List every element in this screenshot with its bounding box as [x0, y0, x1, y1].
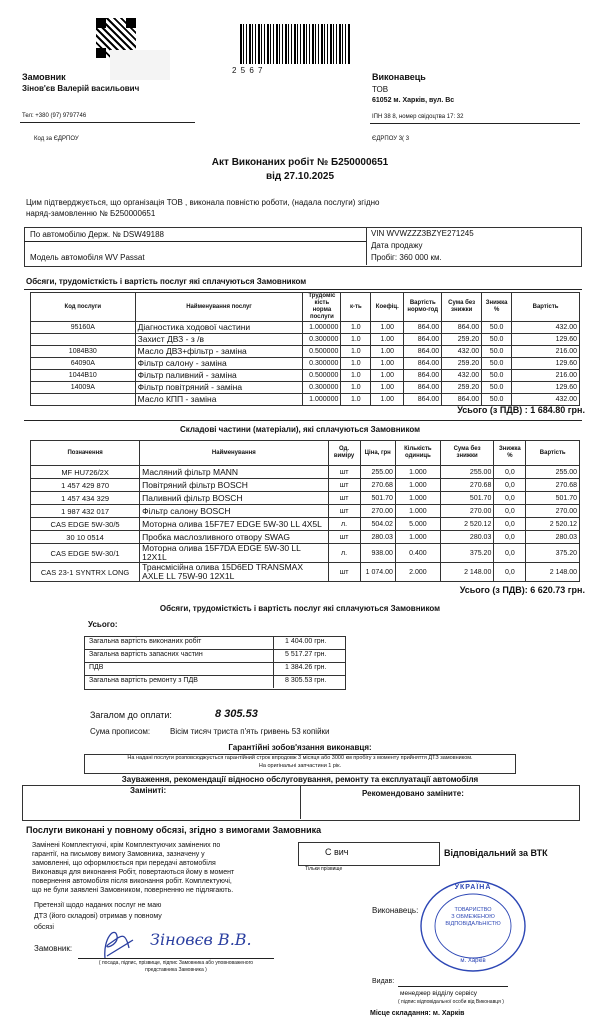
service-cell-disc: 50.0: [482, 322, 512, 334]
contractor-ipn: ІПН 38 8, номер свідоцтва 17: 32: [372, 114, 464, 120]
part-cell-sum: 270.68: [440, 479, 494, 492]
part-row: [31, 505, 580, 518]
customer-phone: Тел: +380 (97) 9797746: [22, 113, 87, 119]
summary-row-2-label: ПДВ: [89, 664, 104, 671]
service-cell-code: [31, 334, 136, 346]
service-cell-coef: 1.00: [371, 346, 404, 358]
service-cell-coef: 1.00: [371, 382, 404, 394]
svc-col-total: Вартість: [512, 293, 580, 322]
part-cell-code: 1 987 432 017: [31, 505, 140, 518]
contractor-name: ТОВ: [372, 85, 389, 94]
part-cell-qty: 0.400: [395, 544, 440, 563]
svc-col-norm: Трудоміс кість норма послуги: [303, 293, 341, 322]
part-cell-sum: 270.00: [440, 505, 494, 518]
part-cell-code: 1 457 429 870: [31, 479, 140, 492]
stamp-bottom: м. Харків: [460, 958, 486, 964]
svc-col-price: Вартість нормо-год: [404, 293, 442, 322]
service-cell-qty: 1.0: [341, 358, 371, 370]
part-cell-disc: 0,0: [494, 531, 526, 544]
part-cell-qty: 1.000: [395, 505, 440, 518]
part-cell-price: 280.03: [360, 531, 395, 544]
service-cell-code: 1044B10: [31, 370, 136, 382]
service-cell-price: 864.00: [404, 346, 442, 358]
vtk-label: Відповідальний за ВТК: [444, 848, 548, 858]
summary-row-3-label: Загальна вартість ремонту з ПДВ: [89, 677, 198, 684]
service-cell-qty: 1.0: [341, 334, 371, 346]
service-cell-disc: 50.0: [482, 334, 512, 346]
parts-total: Усього (з ПДВ): 6 620.73 грн.: [459, 585, 585, 595]
service-cell-norm: 1.000000: [303, 394, 341, 406]
contractor-sign-label: Виконавець:: [372, 906, 419, 915]
service-cell-name: Масло ДВЗ+фільтр - заміна: [135, 346, 303, 358]
service-cell-disc: 50.0: [482, 370, 512, 382]
service-cell-coef: 1.00: [371, 394, 404, 406]
part-cell-code: 1 457 434 329: [31, 492, 140, 505]
claims-0: Претензії щодо наданих послуг не маю: [34, 902, 162, 909]
part-cell-qty: 2.000: [395, 563, 440, 582]
contractor-label: Виконавець: [372, 72, 426, 82]
service-cell-name: Фільтр повітряний - заміна: [135, 382, 303, 394]
redacted-area: [110, 50, 170, 80]
summary-row-0-value: 1 404.00 грн.: [285, 638, 327, 645]
part-row: [31, 479, 580, 492]
footer-para-0: Замінені Комплектуючі, крім Комплектуючих замінених по: [32, 842, 221, 849]
part-cell-price: 270.68: [360, 479, 395, 492]
service-cell-total: 216.00: [512, 370, 580, 382]
service-cell-price: 864.00: [404, 394, 442, 406]
footer-para-5: що не були заявлені Замовником, поверненню не підлягають.: [32, 887, 234, 894]
vtk-caption: Тільки прізвище: [305, 866, 343, 872]
part-cell-qty: 1.000: [395, 492, 440, 505]
service-cell-price: 864.00: [404, 370, 442, 382]
svc-col-sum: Сума без знижки: [442, 293, 482, 322]
customer-sign-label: Замовник:: [34, 944, 73, 953]
part-cell-price: 501.70: [360, 492, 395, 505]
part-cell-code: 30 10 0514: [31, 531, 140, 544]
service-cell-total: 432.00: [512, 394, 580, 406]
service-cell-disc: 50.0: [482, 358, 512, 370]
vtk-name: С вич: [325, 847, 349, 857]
service-row: [31, 322, 580, 334]
vehicle-sale-date: Дата продажу: [371, 241, 423, 250]
service-cell-coef: 1.00: [371, 322, 404, 334]
part-cell-sum: 2 520.12: [440, 518, 494, 531]
remarks-left: Заміниті:: [130, 786, 167, 795]
part-cell-code: CAS EDGE 5W-30/5: [31, 518, 140, 531]
service-cell-qty: 1.0: [341, 346, 371, 358]
part-cell-price: 270.00: [360, 505, 395, 518]
service-cell-name: Захист ДВЗ - з /в: [135, 334, 303, 346]
part-cell-sum: 501.70: [440, 492, 494, 505]
part-cell-name: Масляний фільтр MANN: [140, 466, 328, 479]
service-cell-name: Фільтр салону - заміна: [135, 358, 303, 370]
summary-row-1-label: Загальна вартість запасних частин: [89, 651, 203, 658]
service-cell-coef: 1.00: [371, 334, 404, 346]
barcode-number: 2 5 6 7: [232, 66, 264, 75]
summary-table: [84, 636, 346, 690]
service-cell-code: 64090A: [31, 358, 136, 370]
footer-para-2: замовленні, що оформлюється при передачі автомобіля: [32, 860, 216, 867]
parts-col-code: Позначення: [31, 441, 140, 466]
service-cell-code: 1084B30: [31, 346, 136, 358]
summary-row-0-label: Загальна вартість виконаних робіт: [89, 638, 202, 645]
part-cell-disc: 0,0: [494, 492, 526, 505]
part-cell-unit: шт: [328, 563, 360, 582]
claims-1: ДТЗ (його складові) отримав у повному: [34, 913, 162, 920]
parts-col-total: Вартість: [526, 441, 580, 466]
service-cell-norm: 0.500000: [303, 346, 341, 358]
service-row: [31, 358, 580, 370]
part-cell-total: 2 148.00: [526, 563, 580, 582]
service-cell-code: 14009A: [31, 382, 136, 394]
part-cell-disc: 0,0: [494, 505, 526, 518]
remarks-heading: Зауваження, рекомендації відносно обслуговування, ремонту та експлуатації автомобіля: [121, 775, 479, 784]
summary-row-1-value: 5 517.27 грн.: [285, 651, 327, 658]
manager-title: менеджер відділу сервісу: [400, 990, 477, 997]
service-cell-norm: 0.300000: [303, 334, 341, 346]
manager-caption: ( підпис відповідальної особи від Виконавця ): [398, 999, 504, 1005]
stamp-top: УКРАЇНА: [454, 884, 492, 891]
service-row: [31, 346, 580, 358]
service-cell-price: 864.00: [404, 334, 442, 346]
part-cell-total: 255.00: [526, 466, 580, 479]
summary-row-3-value: 8 305.53 грн.: [285, 677, 327, 684]
service-cell-sum: 432.00: [442, 346, 482, 358]
part-row: [31, 544, 580, 563]
part-row: [31, 563, 580, 582]
customer-edrpou: Код за ЄДРПОУ: [34, 136, 79, 142]
parts-col-unit: Од. виміру: [328, 441, 360, 466]
remarks-right: Рекомендовано заміните:: [362, 789, 464, 798]
service-cell-name: Масло КПП - заміна: [135, 394, 303, 406]
parts-col-qty: Кількість одиниць: [395, 441, 440, 466]
sign-caption-1: ( посада, підпис, прізвище, підпис Замовника або уповноваженого: [98, 960, 254, 966]
part-cell-price: 938.00: [360, 544, 395, 563]
part-cell-name: Фільтр салону BOSCH: [140, 505, 328, 518]
part-cell-name: Пробка маслозливного отвору SWAG: [140, 531, 328, 544]
service-row: [31, 370, 580, 382]
stamp-mid-2: ВІДПОВІДАЛЬНІСТЮ: [445, 921, 501, 927]
act-date: від 27.10.2025: [265, 171, 335, 182]
service-cell-total: 216.00: [512, 346, 580, 358]
svc-col-code: Код послуги: [31, 293, 136, 322]
service-cell-sum: 259.20: [442, 358, 482, 370]
part-cell-price: 504.02: [360, 518, 395, 531]
part-cell-total: 270.00: [526, 505, 580, 518]
svc-col-qty: к-ть: [341, 293, 371, 322]
service-row: [31, 394, 580, 406]
parts-col-sum: Сума без знижки: [440, 441, 494, 466]
grand-total-label: Загалом до оплати:: [90, 710, 172, 720]
part-cell-code: MF HU726/2X: [31, 466, 140, 479]
service-cell-qty: 1.0: [341, 370, 371, 382]
intro-line-1: Цим підтверджується, що організація ТОВ , виконала повністю роботи, (надала послуги) згідно: [26, 198, 380, 207]
customer-label: Замовник: [22, 72, 66, 82]
warranty-heading: Гарантійні зобов'язання виконавця:: [228, 743, 372, 752]
parts-col-price: Ціна, грн: [360, 441, 395, 466]
intro-line-2: наряд-замовленню № Б250000651: [26, 209, 156, 218]
part-cell-price: 1 074.00: [360, 563, 395, 582]
part-cell-total: 280.03: [526, 531, 580, 544]
footer-para-3: Виконавця для виконання Робіт, повертаються йому в момент: [32, 869, 235, 876]
service-cell-norm: 0.300000: [303, 382, 341, 394]
service-cell-sum: 432.00: [442, 370, 482, 382]
part-cell-disc: 0,0: [494, 563, 526, 582]
service-cell-name: Фільтр паливний - заміна: [135, 370, 303, 382]
vtk-box: [298, 842, 440, 866]
part-cell-unit: шт: [328, 479, 360, 492]
part-row: [31, 531, 580, 544]
part-cell-name: Трансмісійна олива 15D6ED TRANSMAX AXLE LL 75W-90 12X1L: [140, 563, 328, 582]
warranty-line-1: На надані послуги розповсюджується гарантійний строк впродовж 3 місяця або 3000 км пробігу з моменту прийняття ДТЗ замовником.: [127, 755, 473, 761]
service-cell-total: 129.60: [512, 358, 580, 370]
service-cell-qty: 1.0: [341, 322, 371, 334]
vehicle-mileage: Пробіг: 360 000 км.: [371, 253, 442, 262]
services-table: [30, 292, 580, 406]
part-cell-name: Повітряний фільтр BOSCH: [140, 479, 328, 492]
service-cell-qty: 1.0: [341, 394, 371, 406]
contractor-address: 61052 м. Харків, вул. Вс: [372, 97, 455, 104]
part-cell-disc: 0,0: [494, 544, 526, 563]
summary-subheading: Усього:: [88, 620, 118, 629]
part-cell-disc: 0,0: [494, 518, 526, 531]
part-cell-total: 375.20: [526, 544, 580, 563]
service-cell-price: 864.00: [404, 358, 442, 370]
warranty-line-2: На оригінальні запчастини 1 рік.: [258, 763, 342, 769]
service-cell-total: 129.60: [512, 382, 580, 394]
contractor-edrpou: ЄДРПОУ 3( 3: [372, 136, 410, 142]
footer-para-1: гарантії, на письмову вимогу Замовника, зазначену у: [32, 851, 205, 858]
remarks-box: [22, 785, 580, 821]
part-cell-total: 270.68: [526, 479, 580, 492]
service-cell-disc: 50.0: [482, 346, 512, 358]
svc-col-disc: Знижка %: [482, 293, 512, 322]
part-cell-unit: шт: [328, 492, 360, 505]
service-cell-total: 432.00: [512, 322, 580, 334]
vehicle-model: Модель автомобіля WV Passat: [30, 253, 145, 262]
summary-row-2-value: 1 384.26 грн.: [285, 664, 327, 671]
customer-signature-text: Зіновєв В.В.: [150, 930, 252, 949]
claims-2: обсязі: [34, 924, 54, 931]
service-cell-code: 95160A: [31, 322, 136, 334]
vehicle-vin: VIN WVWZZZ3BZYE271245: [371, 229, 474, 238]
barcode: [240, 24, 350, 64]
service-cell-name: Діагностика ходової частини: [135, 322, 303, 334]
grand-total-value: 8 305.53: [215, 708, 258, 720]
part-cell-unit: шт: [328, 505, 360, 518]
parts-heading: Складові частини (матеріали), які сплачуються Замовником: [179, 425, 421, 434]
part-cell-name: Моторна олива 15F7DA EDGE 5W-30 LL 12X1L: [140, 544, 328, 563]
service-cell-norm: 1.000000: [303, 322, 341, 334]
sum-words-value: Вісім тисяч триста п'ять гривень 53 копійки: [170, 727, 330, 736]
part-cell-price: 255.00: [360, 466, 395, 479]
part-cell-qty: 1.000: [395, 466, 440, 479]
part-cell-sum: 375.20: [440, 544, 494, 563]
part-cell-sum: 280.03: [440, 531, 494, 544]
service-cell-total: 129.60: [512, 334, 580, 346]
svc-col-coef: Коефіц.: [371, 293, 404, 322]
service-row: [31, 382, 580, 394]
part-cell-sum: 2 148.00: [440, 563, 494, 582]
part-cell-name: Паливний фільтр BOSCH: [140, 492, 328, 505]
part-cell-unit: шт: [328, 466, 360, 479]
service-cell-price: 864.00: [404, 322, 442, 334]
part-row: [31, 518, 580, 531]
parts-col-disc: Знижка %: [494, 441, 526, 466]
issued-label: Видав:: [372, 978, 395, 985]
part-cell-qty: 1.000: [395, 531, 440, 544]
customer-signature-icon: [95, 918, 140, 962]
service-cell-sum: 864.00: [442, 322, 482, 334]
sign-caption-2: представника Замовника ): [145, 967, 207, 973]
part-row: [31, 492, 580, 505]
svc-col-name: Найменування послуг: [135, 293, 303, 322]
services-total: Усього (з ПДВ) : 1 684.80 грн.: [457, 405, 585, 415]
services-heading: Обсяги, трудомісткість і вартість послуг які сплачуються Замовником: [26, 277, 307, 286]
service-cell-coef: 1.00: [371, 370, 404, 382]
service-cell-disc: 50.0: [482, 394, 512, 406]
part-cell-disc: 0,0: [494, 479, 526, 492]
summary-heading: Обсяги, трудомісткість і вартість послуг які сплачуються Замовником: [159, 604, 441, 613]
service-row: [31, 334, 580, 346]
vehicle-plate: По автомобілю Держ. № DSW49188: [30, 230, 164, 239]
part-cell-code: CAS EDGE 5W-30/1: [31, 544, 140, 563]
place-of-issue: Місце складання: м. Харків: [370, 1010, 465, 1017]
footer-para-4: повернення автомобіля після виконання робіт. Комплектуючі,: [32, 878, 232, 885]
parts-table: [30, 440, 580, 582]
service-cell-coef: 1.00: [371, 358, 404, 370]
part-cell-total: 2 520.12: [526, 518, 580, 531]
service-cell-disc: 50.0: [482, 382, 512, 394]
parts-col-name: Найменування: [140, 441, 328, 466]
service-cell-price: 864.00: [404, 382, 442, 394]
stamp-mid-1: З ОБМЕЖЕНОЮ: [451, 914, 495, 920]
service-cell-norm: 0.300000: [303, 358, 341, 370]
service-cell-sum: 259.20: [442, 382, 482, 394]
stamp-mid-0: ТОВАРИСТВО: [454, 907, 492, 913]
part-cell-disc: 0,0: [494, 466, 526, 479]
service-cell-qty: 1.0: [341, 382, 371, 394]
part-cell-code: CAS 23-1 SYNTRX LONG: [31, 563, 140, 582]
service-cell-sum: 864.00: [442, 394, 482, 406]
service-cell-norm: 0.500000: [303, 370, 341, 382]
part-cell-name: Моторна олива 15F7E7 EDGE 5W-30 LL 4X5L: [140, 518, 328, 531]
part-row: [31, 466, 580, 479]
act-title: Акт Виконаних робіт № Б250000651: [211, 157, 389, 168]
part-cell-sum: 255.00: [440, 466, 494, 479]
service-cell-code: [31, 394, 136, 406]
part-cell-unit: л.: [328, 544, 360, 563]
service-cell-sum: 259.20: [442, 334, 482, 346]
sum-words-label: Сума прописом:: [90, 727, 151, 736]
part-cell-qty: 5.000: [395, 518, 440, 531]
done-heading: Послуги виконані у повному обсязі, згідно з вимогами Замовника: [26, 825, 322, 835]
part-cell-total: 501.70: [526, 492, 580, 505]
part-cell-unit: л.: [328, 518, 360, 531]
part-cell-unit: шт: [328, 531, 360, 544]
part-cell-qty: 1.000: [395, 479, 440, 492]
customer-name: Зінов'єв Валерій васильович: [22, 84, 140, 93]
